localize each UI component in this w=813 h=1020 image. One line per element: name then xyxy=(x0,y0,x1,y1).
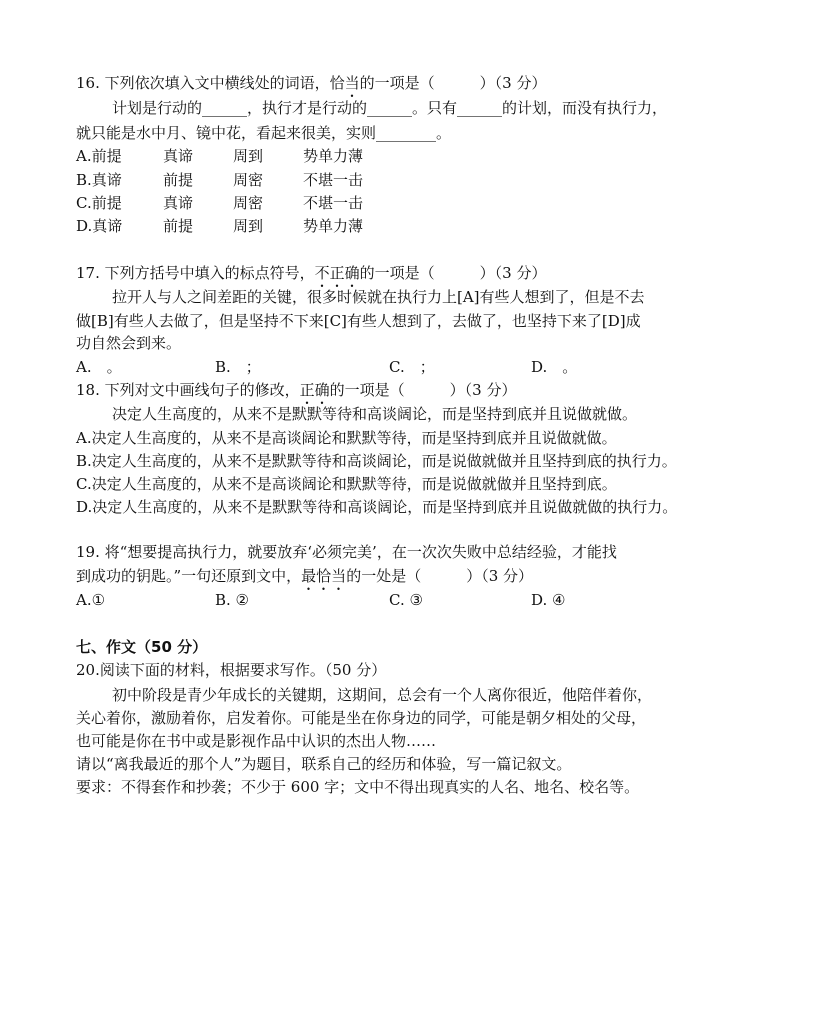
q19-option-d: D. ④ xyxy=(531,591,566,609)
option-cell: 不堪一击 xyxy=(303,194,364,212)
q20-material-line-1: 初中阶段是青少年成长的关键期，这期间，总会有一个人离你很近，他陪伴着你， xyxy=(112,686,653,704)
q17-option-d: D. 。 xyxy=(531,358,578,376)
q18-option-d: D.决定人生高度的，从来不是默默等待和高谈阔论，而是坚持到底并且说做就做的执行力。 xyxy=(76,498,678,516)
option-cell: D.真谛 xyxy=(76,217,123,235)
option-cell: 周密 xyxy=(233,194,264,212)
q18-option-c: C.决定人生高度的，从来不是高谈阔论和默默等待，而是说做就做并且坚持到底。 xyxy=(76,475,617,493)
q17-passage-line-2: 做[B]有些人去做了，但是坚持不下来[C]有些人想到了，去做了，也坚持下来了[D]成 xyxy=(76,312,641,330)
q18-passage: 决定人生高度的，从来不是默默等待和高谈阔论，而是坚持到底并且说做就做。 xyxy=(112,405,638,423)
q17-stem-text: 17. 下列方括号中填入的标点符号， xyxy=(76,264,315,282)
option-cell: C.前提 xyxy=(76,194,122,212)
q17-option-a: A. 。 xyxy=(76,358,122,376)
q16-passage-line-2: 就只能是水中月、镜中花，看起来很美，实则________。 xyxy=(76,124,452,142)
q16-emphasis: 当 xyxy=(344,74,360,92)
q19-option-c: C. ③ xyxy=(389,591,423,609)
option-cell: 周到 xyxy=(233,217,264,235)
q19-emphasis: 最恰当 xyxy=(301,567,347,585)
q20-requirement: 要求：不得套作和抄袭；不少于 600 字；文中不得出现真实的人名、地名、校名等。 xyxy=(76,778,640,796)
q18-option-a: A.决定人生高度的，从来不是高谈阔论和默默等待，而是坚持到底并且说做就做。 xyxy=(76,429,617,447)
q17-option-b: B. ； xyxy=(215,358,261,376)
option-cell: 前提 xyxy=(163,171,194,189)
q17-emphasis: 不正确 xyxy=(314,264,360,282)
q18-option-b: B.决定人生高度的，从来不是默默等待和高谈阔论，而是说做就做并且坚持到底的执行力。 xyxy=(76,452,677,470)
q17-stem-tail: 的一项是（ ）（3 分） xyxy=(359,264,547,282)
q16-stem-text: 16. 下列依次填入文中横线处的词语，恰 xyxy=(76,74,345,92)
option-cell: 周密 xyxy=(233,171,264,189)
q19-stem-text: 到成功的钥匙。”一句还原到文中， xyxy=(76,567,302,585)
q20-material-line-2: 关心着你，激励着你，启发着你。可能是坐在你身边的同学，可能是朝夕相处的父母， xyxy=(76,709,647,727)
option-cell: 势单力薄 xyxy=(303,217,364,235)
q20-instruction: 请以“离我最近的那个人”为题目，联系自己的经历和体验，写一篇记叙文。 xyxy=(76,755,572,773)
q18-stem-tail: 的一项是（ ）（3 分） xyxy=(329,381,517,399)
option-cell: 前提 xyxy=(163,217,194,235)
option-cell: 不堪一击 xyxy=(303,171,364,189)
q20-stem: 20.阅读下面的材料，根据要求写作。（50 分） xyxy=(76,661,387,679)
q19-option-b: B. ② xyxy=(215,591,250,609)
option-cell: B.真谛 xyxy=(76,171,122,189)
q19-stem-tail: 的一处是（ ）（3 分） xyxy=(346,567,534,585)
q19-option-a: A.① xyxy=(76,591,106,609)
q17-passage-line-1: 拉开人与人之间差距的关键，很多时候就在执行力上[A]有些人想到了，但是不去 xyxy=(112,288,645,306)
q16-stem-tail: 的一项是（ ）（3 分） xyxy=(359,74,547,92)
q17-passage-line-3: 功自然会到来。 xyxy=(76,334,182,352)
option-cell: 真谛 xyxy=(163,147,194,165)
option-cell: 周到 xyxy=(233,147,264,165)
q18-emphasis: 正确 xyxy=(299,381,330,399)
option-cell: 势单力薄 xyxy=(303,147,364,165)
q20-material-line-3: 也可能是你在书中或是影视作品中认识的杰出人物…… xyxy=(76,732,437,750)
q19-stem-line-1: 19. 将“想要提高执行力，就要放弃‘必须完美’，在一次次失败中总结经验，才能找 xyxy=(76,543,617,561)
q17-option-c: C. ； xyxy=(389,358,435,376)
section-heading: 七、作文（50 分） xyxy=(76,638,208,656)
q16-passage-line-1: 计划是行动的______，执行才是行动的______。只有______的计划，而没有执行力， xyxy=(112,99,668,117)
option-cell: A.前提 xyxy=(76,147,122,165)
q18-stem-text: 18. 下列对文中画线句子的修改， xyxy=(76,381,300,399)
option-cell: 真谛 xyxy=(163,194,194,212)
